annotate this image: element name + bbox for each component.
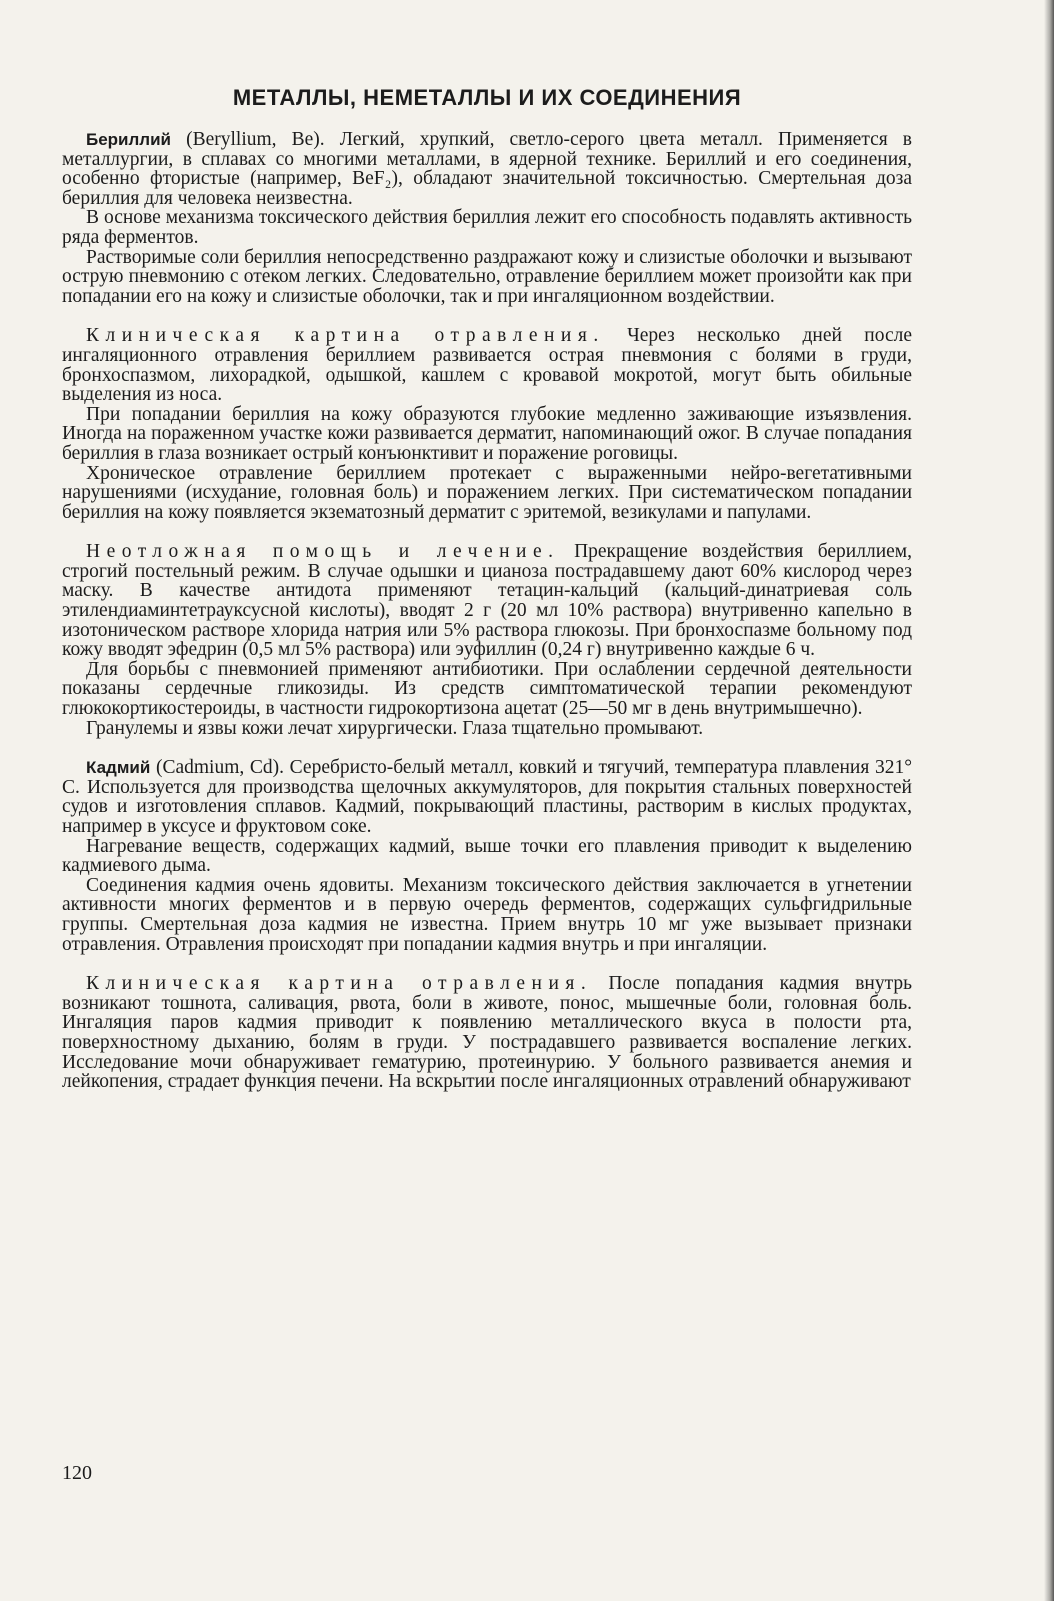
beryllium-clinic-text: Через несколько дней после ингаляционного отравления бериллием развивается острая пневмония с болями в груди, бронхоспазмом, лихорадкой, одышкой, кашлем с кровавой мокротой, могут быть обильные выделения из носа.: [62, 325, 912, 406]
beryllium-intro-text: (Beryllium, Be). Легкий, хрупкий, светло-серого цвета металл. Применяется в металлургии, в сплавах со многими металлами, в ядерной технике. Бериллий и его соединения, особенно фтористые (например, BeF₂), обладают значительной токсичностью. Смертельная доза бериллия для человека неизвестна.: [62, 129, 913, 209]
beryllium-irritation: Растворимые соли бериллия непосредственно раздражают кожу и слизистые оболочки и вызывают острую пневмонию с отеком легких. Следовательно, отравление бериллием может произойти как при попадании его на кожу и слизистые оболочки, так и при ингаляционном воздействии.: [62, 246, 912, 307]
cadmium-clinic-text: После попадания кадмия внутрь возникают тошнота, саливация, рвота, боли в животе, понос, мышечные боли, головная боль. Ингаляция паров кадмия приводит к появлению металлического вкуса в полости рта, поверхностному дыханию, болям в груди. У пострадавшего развивается воспаление легких. Исследование мочи обнаруживает гематурию, протеинурию. У больного развивается анемия и лейкопения, страдает функция печени. На вскрытии после ингаляционных отравлений обнаруживают: [62, 973, 912, 1093]
term-beryllium: Бериллий: [86, 130, 172, 149]
cadmium-intro: [62, 758, 912, 836]
cadmium-clinic-heading: Клиническая картина отравления.: [86, 973, 593, 995]
beryllium-intro: [62, 130, 912, 208]
beryllium-clinic-heading: Клиническая картина отравления.: [86, 325, 605, 347]
page-number: 120: [62, 1462, 92, 1484]
term-cadmium: Кадмий: [86, 758, 151, 778]
beryllium-aid-p1: [62, 542, 912, 660]
scan-edge-shadow: [1044, 0, 1054, 1601]
beryllium-clinic-p1: [62, 326, 912, 404]
beryllium-mechanism: В основе механизма токсического действия бериллия лежит его способность подавлять активность ряда ферментов.: [62, 207, 912, 248]
cadmium-intro-text: (Cadmium, Cd). Серебристо-белый металл, ковкий и тягучий, температура плавления 321° С. Используется для производства щелочных аккумуляторов, для покрытия стальных поверхностей судов и изготовления сплавов. Кадмий, покрывающий пластины, растворим в кислых продуктах, например в уксусе и фруктовом соке.: [62, 757, 913, 837]
page-body: [62, 84, 912, 1092]
cadmium-clinic-p1: [62, 974, 912, 1092]
beryllium-aid-text: Прекращение воздействия бериллием, строгий постельный режим. В случае одышки и цианоза пострадавшему дают 60% кислород через маску. В качестве антидота применяют тетацин-кальций (кальций-динатриевая соль этилендиаминтетрауксусной кислоты), вводят 2 г (20 мл 10% раствора) внутривенно капельно в изотоническом растворе хлорида натрия или 5% раствора глюкозы. При бронхоспазме больному под кожу вводят эфедрин (0,5 мл 5% раствора) или эуфиллин (0,24 г) внутривенно каждые 6 ч.: [62, 541, 912, 661]
beryllium-aid-heading: Неотложная помощь и лечение.: [86, 541, 560, 563]
beryllium-clinic-p2: При попадании бериллия на кожу образуются глубокие медленно заживающие изъязвления. Иногда на пораженном участке кожи развивается дерматит, напоминающий ожог. В случае попадания бериллия в глаза возникает острый конъюнктивит и поражение роговицы.: [62, 403, 912, 464]
cadmium-toxicity: Соединения кадмия очень ядовиты. Механизм токсического действия заключается в угнетении активности многих ферментов и в первую очередь ферментов, содержащих сульфгидрильные группы. Смертельная доза кадмия не известна. Прием внутрь 10 мг уже вызывает признаки отравления. Отравления происходят при попадании кадмия внутрь и при ингаляции.: [62, 874, 912, 955]
cadmium-heating: Нагревание веществ, содержащих кадмий, выше точки его плавления приводит к выделению кадмиевого дыма.: [62, 835, 912, 877]
beryllium-clinic-p3: Хроническое отравление бериллием протекает с выраженными нейро-вегетативными нарушениями (исхудание, головная боль) и поражением легких. При систематическом попадании бериллия на кожу появляется экзематозный дерматит с эритемой, везикулами и папулами.: [62, 462, 912, 523]
beryllium-aid-p2: Для борьбы с пневмонией применяют антибиотики. При ослаблении сердечной деятельности показаны сердечные гликозиды. Из средств симптоматической терапии рекомендуют глюкокортикостероиды, в частности гидрокортизона ацетат (25—50 мг в день внутримышечно).: [62, 658, 912, 720]
beryllium-aid-p3: Гранулемы и язвы кожи лечат хирургически. Глаза тщательно промывают.: [86, 717, 704, 739]
page-title: МЕТАЛЛЫ, НЕМЕТАЛЛЫ И ИХ СОЕДИНЕНИЯ: [232, 85, 742, 110]
